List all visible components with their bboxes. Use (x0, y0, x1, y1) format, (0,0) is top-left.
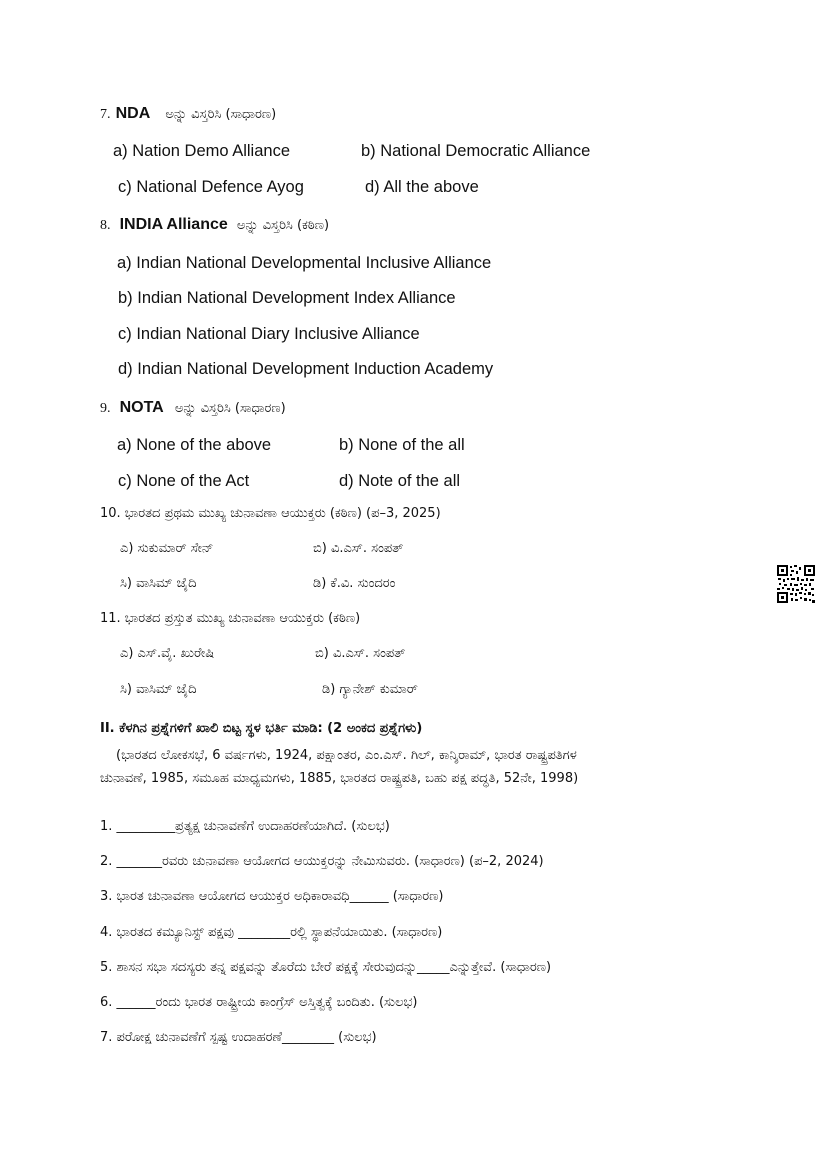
fill-blank-item-1: 1. _________ಪ್ರತ್ಯಕ್ಷ ಚುನಾವಣೆಗೆ ಉದಾಹರಣೆಯಾಗಿದೆ. (ಸುಲಭ) (100, 819, 390, 834)
question-10-stem: 10. ಭಾರತದ ಪ್ರಥಮ ಮುಖ್ಯ ಚುನಾವಣಾ ಆಯುಕ್ತರು (ಕಠಿಣ) (ಪ–3, 2025) (100, 506, 441, 521)
fill-blank-item-3: 3. ಭಾರತ ಚುನಾವಣಾ ಆಯೋಗದ ಆಯುಕ್ತರ ಅಧಿಕಾರಾವಧಿ______ (ಸಾಧಾರಣ) (100, 889, 444, 904)
section-2-options-line-1: (ಭಾರತದ ಲೋಕಸಭೆ, 6 ವರ್ಷಗಳು, 1924, ಪಕ್ಷಾಂತರ, ಎಂ.ಎಸ್. ಗಿಲ್, ಕಾನ್ಶಿರಾಮ್, ಭಾರತ ರಾಷ್ಟ್ರಪತಿಗಳ (116, 748, 577, 763)
fill-blank-item-2: 2. _______ರವರು ಚುನಾವಣಾ ಆಯೋಗದ ಆಯುಕ್ತರನ್ನು ನೇಮಿಸುವರು. (ಸಾಧಾರಣ) (ಪ–2, 2024) (100, 854, 544, 869)
question-11-stem: 11. ಭಾರತದ ಪ್ರಸ್ತುತ ಮುಖ್ಯ ಚುನಾವಣಾ ಆಯುಕ್ತರು (ಕಠಿಣ) (100, 611, 361, 626)
question-9-term: NOTA (119, 399, 164, 416)
question-8-option-c: c) Indian National Diary Inclusive Alliance (118, 325, 420, 343)
question-8-option-b: b) Indian National Development Index Alliance (118, 289, 456, 307)
qr-code-icon (777, 565, 815, 603)
question-9-option-b: b) None of the all (339, 436, 465, 454)
question-8-term: INDIA Alliance (119, 216, 228, 233)
question-7-option-b: b) National Democratic Alliance (361, 142, 591, 160)
question-10-option-c: ಸಿ) ವಾಸಿಮ್ ಜೈದಿ (120, 576, 197, 591)
question-9-stem: 9. NOTA ಅನ್ನು ವಿಸ್ತರಿಸಿ (ಸಾಧಾರಣ) (100, 399, 286, 416)
question-8-stem: 8. INDIA Alliance ಅನ್ನು ವಿಸ್ತರಿಸಿ (ಕಠಿಣ) (100, 216, 330, 233)
question-10-option-a: ಎ) ಸುಕುಮಾರ್ ಸೇನ್ (120, 541, 214, 556)
question-11-option-c: ಸಿ) ವಾಸಿಮ್ ಜೈದಿ (120, 682, 197, 697)
question-7-term: NDA (115, 105, 151, 122)
fill-blank-item-7: 7. ಪರೋಕ್ಷ ಚುನಾವಣೆಗೆ ಸ್ಪಷ್ಟ ಉದಾಹರಣೆ________ (ಸುಲಭ) (100, 1030, 377, 1045)
question-9-option-a: a) None of the above (117, 436, 272, 454)
question-7-option-c: c) National Defence Ayog (118, 178, 304, 196)
question-8-option-a: a) Indian National Developmental Inclusive Alliance (117, 254, 492, 272)
question-9-option-d: d) Note of the all (339, 472, 461, 490)
question-7-stem: 7. NDA ಅನ್ನು ವಿಸ್ತರಿಸಿ (ಸಾಧಾರಣ) (100, 105, 277, 122)
fill-blank-item-4: 4. ಭಾರತದ ಕಮ್ಯೂನಿಸ್ಟ್ ಪಕ್ಷವು ________ರಲ್ಲಿ ಸ್ಥಾಪನೆಯಾಯಿತು. (ಸಾಧಾರಣ) (100, 925, 443, 940)
question-11-option-d: ಡಿ) ಗ್ಯಾನೇಶ್ ಕುಮಾರ್ (322, 682, 418, 697)
section-2-options-line-2: ಚುನಾವಣೆ, 1985, ಸಮೂಹ ಮಾಧ್ಯಮಗಳು, 1885, ಭಾರತದ ರಾಷ್ಟ್ರಪತಿ, ಬಹು ಪಕ್ಷ ಪದ್ಧತಿ, 52ನೇ, 1998) (100, 771, 579, 786)
question-11-option-a: ಎ) ಎಸ್.ವೈ. ಖುರೇಷಿ (120, 646, 215, 661)
question-11-option-b: ಬಿ) ವಿ.ಎಸ್. ಸಂಪತ್ (315, 646, 406, 661)
question-9-option-c: c) None of the Act (118, 472, 250, 490)
fill-blank-item-6: 6. ______ರಂದು ಭಾರತ ರಾಷ್ಟ್ರೀಯ ಕಾಂಗ್ರೆಸ್ ಅಸ್ತಿತ್ವಕ್ಕೆ ಬಂದಿತು. (ಸುಲಭ) (100, 995, 418, 1010)
fill-blank-item-5: 5. ಶಾಸನ ಸಭಾ ಸದಸ್ಯರು ತನ್ನ ಪಕ್ಷವನ್ನು ತೊರೆದು ಬೇರೆ ಪಕ್ಷಕ್ಕೆ ಸೇರುವುದನ್ನು_____ಎನ್ನುತ್ತೇವೆ. (ಸಾಧಾರಣ) (100, 960, 552, 975)
question-10-option-b: ಬಿ) ವಿ.ಎಸ್. ಸಂಪತ್ (313, 541, 404, 556)
question-8-option-d: d) Indian National Development Induction Academy (118, 360, 494, 378)
question-10-option-d: ಡಿ) ಕೆ.ವಿ. ಸುಂದರಂ (313, 576, 396, 591)
question-7-option-d: d) All the above (365, 178, 479, 196)
section-2-heading: II. ಕೆಳಗಿನ ಪ್ರಶ್ನೆಗಳಿಗೆ ಖಾಲಿ ಬಿಟ್ಟ ಸ್ಥಳ ಭರ್ತಿ ಮಾಡಿ: (2 ಅಂಕದ ಪ್ರಶ್ನೆಗಳು) (100, 721, 423, 736)
question-7-option-a: a) Nation Demo Alliance (113, 142, 291, 160)
